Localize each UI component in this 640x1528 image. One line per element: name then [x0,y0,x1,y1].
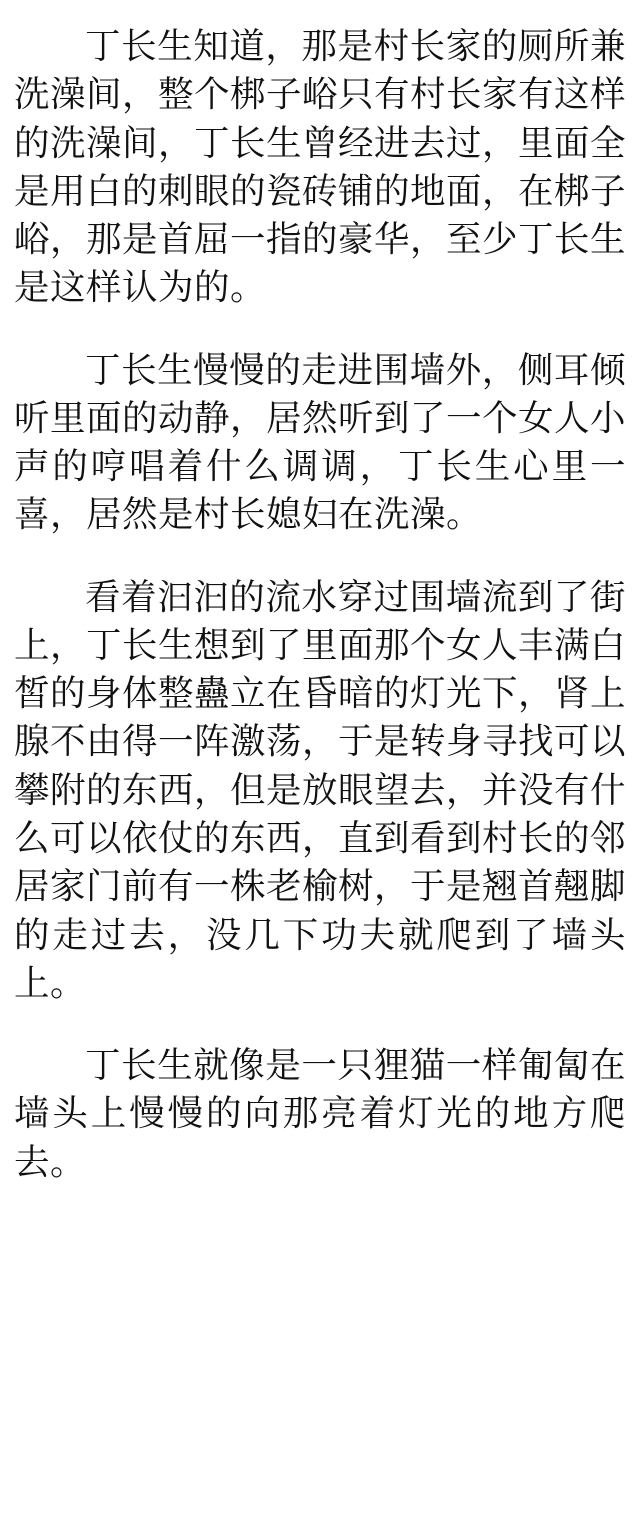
paragraph-2: 丁长生慢慢的走进围墙外，侧耳倾听里面的动静，居然听到了一个女人小声的哼唱着什么调调，丁长生心里一喜，居然是村长媳妇在洗澡。 [14,349,627,535]
paragraph-3: 看着汩汩的流水穿过围墙流到了街上，丁长生想到了里面那个女人丰满白皙的身体整蠱立在昏暗的灯光下，肾上腺不由得一阵激荡，于是转身寻找可以攀附的东西，但是放眼望去，并没有什么可以依仗的东西，直到看到村长的邻居家门前有一株老榆树，于是翘首翹脚的走过去，没几下功夫就爬到了墙头上。 [14,576,627,1003]
paragraph-4: 丁长生就像是一只狸猫一样匍匐在墙头上慢慢的向那亮着灯光的地方爬去。 [14,1045,626,1182]
paragraph-1: 丁长生知道，那是村长家的厕所兼洗澡间，整个梆子峪只有村长家有这样的洗澡间，丁长生曾经进去过，里面全是用白的刺眼的瓷砖铺的地面，在梆子峪，那是首屈一指的豪华，至少丁长生是这样认为的。 [14,26,627,308]
